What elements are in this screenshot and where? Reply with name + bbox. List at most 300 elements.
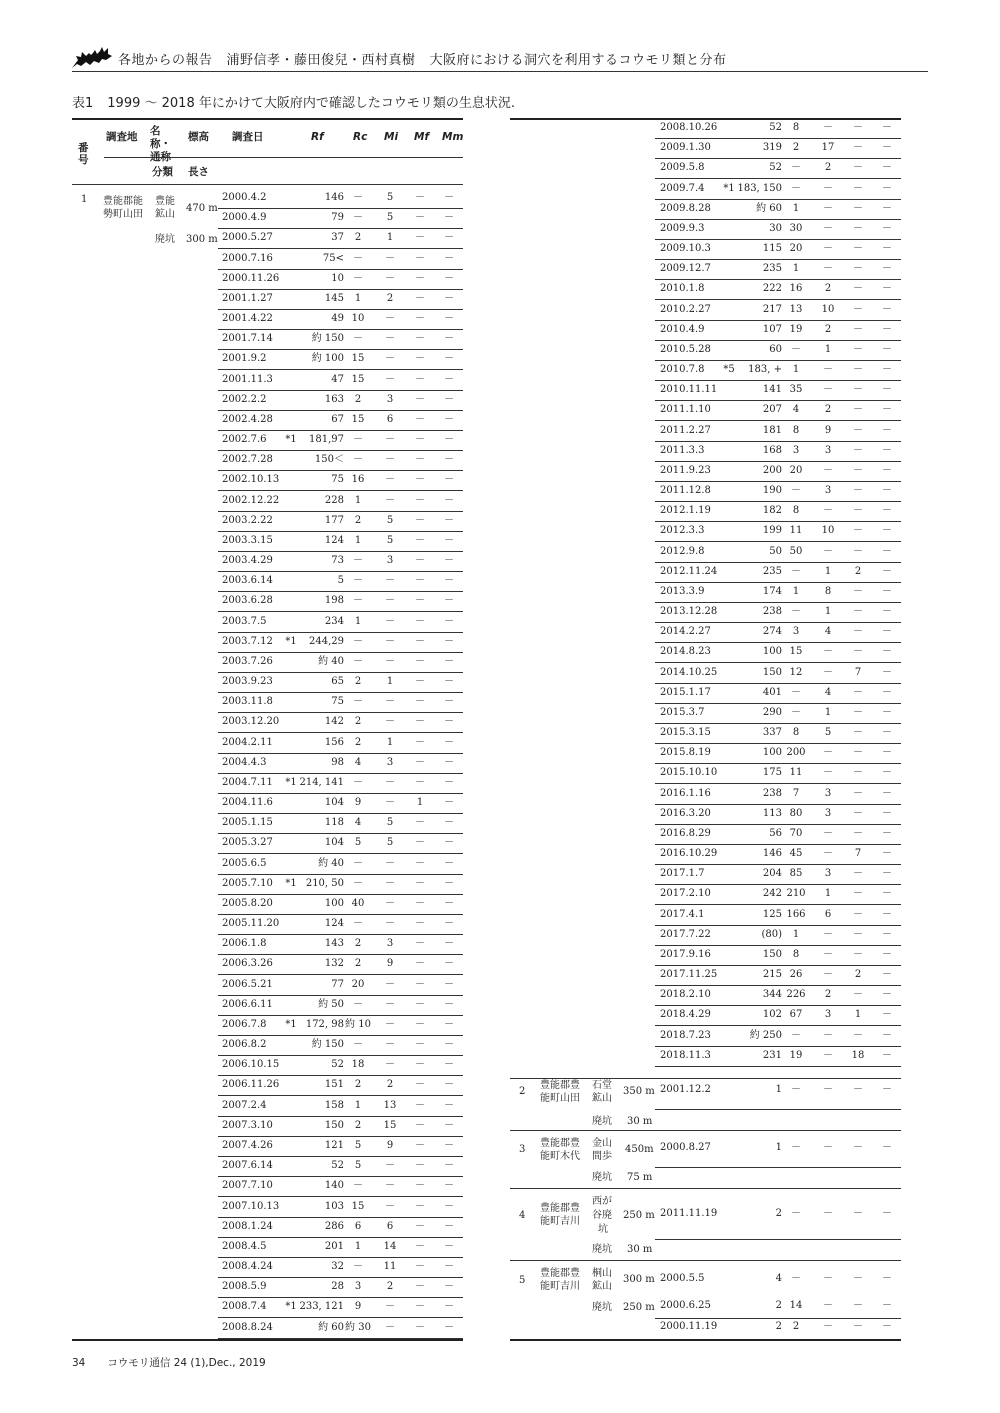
mm-count: － xyxy=(444,776,454,788)
survey-date: 2007.6.14 xyxy=(222,1160,273,1172)
mf-count: － xyxy=(415,232,425,244)
survey-date: 2002.7.28 xyxy=(222,454,273,466)
mm-count: － xyxy=(882,969,892,981)
mi-count: 2 xyxy=(824,404,832,416)
mm-count: － xyxy=(444,595,454,607)
rc-count: 1 xyxy=(354,615,362,627)
mi-count: － xyxy=(385,1180,395,1192)
mf-count: － xyxy=(415,877,425,889)
rc-count: 8 xyxy=(792,505,800,517)
rf-count: 210, 50 xyxy=(305,877,344,889)
survey-date: 2004.7.11 xyxy=(222,776,273,788)
row-rule xyxy=(655,138,901,139)
rc-count: 19 xyxy=(789,1049,803,1061)
survey-date: 2005.7.10 xyxy=(222,877,273,889)
row-rule xyxy=(655,320,901,321)
survey-date: 2000.5.27 xyxy=(222,232,273,244)
page-number: 34 xyxy=(72,1357,86,1369)
mi-count: － xyxy=(385,494,395,506)
rf-count: 52 xyxy=(331,1160,344,1172)
mf-count: － xyxy=(415,494,425,506)
survey-date: 2009.10.3 xyxy=(660,243,711,255)
note-mark: *1 xyxy=(285,1301,297,1313)
survey-date: 2017.11.25 xyxy=(660,969,718,981)
survey-date: 2011.3.3 xyxy=(660,444,705,456)
mf-count: － xyxy=(415,272,425,284)
site-no: 2 xyxy=(519,1086,526,1097)
rf-count: 235 xyxy=(762,263,782,275)
survey-date: 2014.2.27 xyxy=(660,626,711,638)
rf-count: 238 xyxy=(762,606,782,618)
mi-count: 5 xyxy=(386,192,394,203)
mf-count: － xyxy=(415,1321,425,1333)
rf-count: 401 xyxy=(762,686,782,698)
rf-count: 65 xyxy=(331,676,344,688)
survey-date: 2012.1.19 xyxy=(660,505,711,517)
journal-citation: コウモリ通信 24 (1),Dec., 2019 xyxy=(107,1357,266,1369)
rc-count: 15 xyxy=(789,646,803,658)
row-rule xyxy=(655,723,901,724)
mm-count: － xyxy=(444,1261,454,1272)
survey-date: 2006.10.15 xyxy=(222,1059,280,1071)
mi-count: 8 xyxy=(824,585,832,597)
rf-count: 204 xyxy=(762,868,782,880)
rc-count: 166 xyxy=(786,908,806,920)
mm-count: － xyxy=(882,283,892,295)
survey-date: 2016.3.20 xyxy=(660,807,711,819)
survey-date: 2005.11.20 xyxy=(222,918,280,930)
row-rule xyxy=(655,178,901,179)
rc-count: － xyxy=(791,1029,801,1041)
rf-count: 290 xyxy=(762,706,782,718)
mm-count: － xyxy=(444,897,454,909)
row-rule xyxy=(655,380,901,381)
survey-date: 2000.11.19 xyxy=(660,1321,718,1332)
rf-count: 2 xyxy=(775,1300,782,1311)
survey-date: 2002.4.28 xyxy=(222,413,273,425)
mm-count: － xyxy=(882,404,892,416)
survey-date: 2012.9.8 xyxy=(660,545,705,557)
survey-date: 2007.2.4 xyxy=(222,1099,267,1111)
mm-count: － xyxy=(882,444,892,456)
site-len: 75 m xyxy=(627,1172,653,1183)
mm-count: － xyxy=(882,666,892,678)
mf-count: － xyxy=(853,384,863,396)
mi-count: － xyxy=(385,1200,395,1212)
mi-count: － xyxy=(823,222,833,234)
site-elev: 350 m xyxy=(623,1086,655,1097)
survey-date: 2001.4.22 xyxy=(222,313,273,325)
rf-count: 約 40 xyxy=(318,655,344,667)
mm-count: － xyxy=(444,1180,454,1192)
col-header-name: 名称・通称 xyxy=(150,125,171,163)
mm-count: － xyxy=(444,413,454,425)
survey-date: 2000.4.9 xyxy=(222,212,267,224)
survey-date: 2016.10.29 xyxy=(660,848,718,860)
mi-count: － xyxy=(823,1300,833,1311)
rc-count: 85 xyxy=(789,868,803,880)
rc-count: － xyxy=(353,212,363,224)
survey-date: 2000.6.25 xyxy=(660,1300,711,1311)
site-name: 桐山 xyxy=(592,1268,612,1279)
row-rule xyxy=(655,1239,901,1240)
survey-date: 2013.3.9 xyxy=(660,585,705,597)
mm-count: － xyxy=(444,192,454,203)
rc-count: － xyxy=(353,655,363,667)
mf-count: 2 xyxy=(854,565,862,577)
mf-count: － xyxy=(853,989,863,1001)
rf-count: 146 xyxy=(324,192,344,203)
mf-count: 2 xyxy=(854,969,862,981)
mi-count: 10 xyxy=(821,525,835,537)
mf-count: － xyxy=(853,485,863,497)
mi-count: － xyxy=(385,857,395,869)
rf-count: 337 xyxy=(762,727,782,739)
site-elev: 470 m xyxy=(186,203,218,214)
mf-count: － xyxy=(853,404,863,416)
mm-count: － xyxy=(444,676,454,688)
mi-count: 5 xyxy=(386,212,394,224)
col-header-elev: 標高 xyxy=(188,131,209,143)
survey-date: 2018.2.10 xyxy=(660,989,711,1001)
mf-count: 1 xyxy=(854,1009,862,1021)
mi-count: 3 xyxy=(824,444,832,456)
rf-count: 113 xyxy=(762,807,782,819)
survey-date: 2003.12.20 xyxy=(222,716,280,728)
site-cls: 廃坑 xyxy=(592,1302,612,1313)
site-elev: 300 m xyxy=(623,1274,655,1285)
rf-count: 約 250 xyxy=(749,1029,782,1041)
rc-count: 11 xyxy=(789,525,803,537)
rc-count: － xyxy=(791,343,801,355)
rc-count: － xyxy=(791,565,801,577)
row-rule xyxy=(655,1005,901,1006)
mf-count: － xyxy=(415,998,425,1010)
mi-count: 13 xyxy=(383,1099,397,1111)
table-bottom-rule xyxy=(510,1339,901,1341)
rf-count: 217 xyxy=(762,303,782,315)
survey-date: 2009.9.3 xyxy=(660,222,705,234)
survey-date: 2008.5.9 xyxy=(222,1281,267,1293)
rc-count: 2 xyxy=(354,958,362,970)
mi-count: － xyxy=(823,848,833,860)
mi-count: － xyxy=(823,1321,833,1332)
mi-count: 2 xyxy=(824,283,832,295)
mi-count: 3 xyxy=(386,555,394,567)
mi-count: － xyxy=(823,747,833,759)
mm-count: － xyxy=(882,343,892,355)
mm-count: － xyxy=(882,727,892,739)
rc-count: 80 xyxy=(789,807,803,819)
mm-count: － xyxy=(882,767,892,779)
mf-count: － xyxy=(853,505,863,517)
mm-count: － xyxy=(882,485,892,497)
mm-count: － xyxy=(882,1029,892,1041)
survey-date: 2003.3.15 xyxy=(222,534,273,546)
mf-count: － xyxy=(853,182,863,194)
rc-count: 20 xyxy=(351,978,365,990)
mf-count: － xyxy=(415,393,425,405)
mf-count: － xyxy=(415,918,425,930)
mi-count: － xyxy=(823,767,833,779)
mi-count: － xyxy=(385,635,395,647)
mf-count: － xyxy=(415,1160,425,1172)
site-cls: 廃坑 xyxy=(592,1244,612,1255)
mi-count: － xyxy=(823,666,833,678)
row-rule xyxy=(655,743,901,744)
mf-count: － xyxy=(415,978,425,990)
rf-count: 1 xyxy=(775,1084,782,1095)
rf-count: 158 xyxy=(324,1099,344,1111)
mf-count: － xyxy=(853,1084,863,1095)
mf-count: － xyxy=(853,606,863,618)
survey-date: 2001.11.3 xyxy=(222,373,273,385)
mm-count: － xyxy=(444,1079,454,1091)
row-rule xyxy=(655,1167,901,1168)
survey-date: 2006.1.8 xyxy=(222,938,267,950)
survey-date: 2005.8.20 xyxy=(222,897,273,909)
mi-count: 3 xyxy=(824,787,832,799)
mm-count: － xyxy=(444,232,454,244)
mf-count: － xyxy=(415,655,425,667)
mi-count: 1 xyxy=(824,888,832,900)
rc-count: 2 xyxy=(792,142,800,154)
mi-count: － xyxy=(385,655,395,667)
rc-count: 1 xyxy=(792,263,800,275)
rf-count: 214, 141 xyxy=(299,776,344,788)
mm-count: － xyxy=(882,1208,892,1219)
mf-count: － xyxy=(853,747,863,759)
mm-count: － xyxy=(882,787,892,799)
rf-count: 198 xyxy=(324,595,344,607)
col-header-cls: 分類 xyxy=(152,166,173,178)
rc-count: 210 xyxy=(786,888,806,900)
survey-date: 2002.12.22 xyxy=(222,494,280,506)
rf-count: 172, 98 xyxy=(305,1018,344,1030)
mm-count: － xyxy=(444,998,454,1010)
mm-count: － xyxy=(444,252,454,264)
col-header-mi: Mi xyxy=(384,131,399,143)
mm-count: － xyxy=(882,606,892,618)
mf-count: － xyxy=(853,222,863,234)
mm-count: － xyxy=(444,817,454,829)
row-rule xyxy=(655,804,901,805)
rc-count: 2 xyxy=(354,676,362,688)
rc-count: 1 xyxy=(354,292,362,304)
mi-count: － xyxy=(385,1039,395,1051)
rf-count: 156 xyxy=(324,736,344,748)
survey-date: 2010.7.8 xyxy=(660,364,705,376)
mf-count: － xyxy=(853,1208,863,1219)
rf-count: 77 xyxy=(331,978,344,990)
mm-count: － xyxy=(444,393,454,405)
mf-count: － xyxy=(415,857,425,869)
site-place: 豊能郡豊 xyxy=(540,1203,580,1214)
rf-count: 52 xyxy=(769,162,782,174)
row-rule xyxy=(655,683,901,684)
survey-date: 2006.5.21 xyxy=(222,978,273,990)
mi-count: － xyxy=(823,969,833,981)
mm-count: － xyxy=(882,424,892,436)
survey-date: 2004.4.3 xyxy=(222,756,267,768)
mi-count: 4 xyxy=(824,626,832,638)
rf-count: 142 xyxy=(324,716,344,728)
mm-count: － xyxy=(882,948,892,960)
col-header-mm: Mm xyxy=(442,131,464,143)
mi-count: 9 xyxy=(386,1139,394,1151)
mf-count: － xyxy=(853,1321,863,1332)
mf-count: － xyxy=(853,626,863,638)
rf-count: 30 xyxy=(769,222,782,234)
mm-count: － xyxy=(882,686,892,698)
caption-text: 1999 ～ 2018 年にかけて大阪府内で確認したコウモリ類の生息状況. xyxy=(107,96,515,111)
rc-count: 2 xyxy=(354,736,362,748)
survey-date: 2007.4.26 xyxy=(222,1139,273,1151)
rc-count: － xyxy=(791,606,801,618)
rf-count: 125 xyxy=(762,908,782,920)
mm-count: － xyxy=(882,989,892,1001)
row-rule xyxy=(655,642,901,643)
row-rule xyxy=(655,703,901,704)
row-rule xyxy=(655,158,901,159)
row-rule xyxy=(655,985,901,986)
survey-date: 2017.2.10 xyxy=(660,888,711,900)
rc-count: 1 xyxy=(354,1099,362,1111)
rf-count: 49 xyxy=(331,313,344,325)
survey-date: 2006.6.11 xyxy=(222,998,273,1010)
rc-count: 6 xyxy=(354,1220,362,1232)
row-rule xyxy=(655,481,901,482)
rf-count: 52 xyxy=(331,1059,344,1071)
survey-date: 2002.7.6 xyxy=(222,434,267,446)
rc-count: － xyxy=(353,635,363,647)
mf-count: － xyxy=(853,162,863,174)
mf-count: － xyxy=(415,192,425,203)
mm-count: － xyxy=(444,514,454,526)
rf-count: 143 xyxy=(324,938,344,950)
rf-count: 183, + xyxy=(748,364,782,376)
rc-count: 15 xyxy=(351,353,365,365)
mm-count: － xyxy=(444,333,454,345)
mi-count: － xyxy=(385,1160,395,1172)
mi-count: 2 xyxy=(386,292,394,304)
survey-date: 2018.11.3 xyxy=(660,1049,711,1061)
survey-date: 2017.1.7 xyxy=(660,868,705,880)
col-header-place: 調査地 xyxy=(106,131,138,143)
site-cls: 廃坑 xyxy=(155,234,175,245)
mf-count: － xyxy=(853,807,863,819)
rf-count: 163 xyxy=(324,393,344,405)
rc-count: 5 xyxy=(354,1139,362,1151)
mm-count: － xyxy=(444,272,454,284)
site-len: 30 m xyxy=(627,1116,653,1127)
row-rule xyxy=(655,279,901,280)
rf-count: 146 xyxy=(762,848,782,860)
mf-count: － xyxy=(415,212,425,224)
rf-count: 238 xyxy=(762,787,782,799)
mm-count: － xyxy=(882,222,892,234)
rf-count: 118 xyxy=(324,817,344,829)
mf-count: － xyxy=(853,888,863,900)
mm-count: － xyxy=(882,1300,892,1311)
rf-count: 2 xyxy=(775,1208,782,1219)
rc-count: 45 xyxy=(789,848,803,860)
rc-count: 20 xyxy=(789,243,803,255)
rc-count: － xyxy=(353,1180,363,1192)
mm-count: － xyxy=(444,534,454,546)
site-separator xyxy=(510,1260,901,1261)
mm-count: － xyxy=(444,292,454,304)
mf-count: － xyxy=(853,1029,863,1041)
rf-count: 10 xyxy=(331,272,344,284)
mf-count: － xyxy=(853,1273,863,1284)
mi-count: － xyxy=(823,545,833,557)
mi-count: 6 xyxy=(386,413,394,425)
mf-count: － xyxy=(415,1261,425,1272)
mf-count: － xyxy=(853,545,863,557)
mm-count: － xyxy=(444,615,454,627)
site-no: 1 xyxy=(81,194,88,205)
survey-date: 2010.5.28 xyxy=(660,343,711,355)
mm-count: － xyxy=(444,958,454,970)
note-mark: *1 xyxy=(285,1018,297,1030)
rf-count: 32 xyxy=(331,1261,344,1272)
rc-count: 15 xyxy=(351,373,365,385)
survey-date: 2007.3.10 xyxy=(222,1119,273,1131)
mm-count: － xyxy=(882,1009,892,1021)
note-mark: *1 xyxy=(285,635,297,647)
rf-count: 124 xyxy=(324,534,344,546)
site-cls: 廃坑 xyxy=(592,1116,612,1127)
header-authors: 浦野信孝・藤田俊兒・西村真樹 xyxy=(226,53,416,68)
row-rule xyxy=(655,1109,901,1110)
site-separator xyxy=(510,1078,901,1079)
survey-date: 2014.8.23 xyxy=(660,646,711,658)
mi-count: － xyxy=(823,464,833,476)
rc-count: 1 xyxy=(354,1240,362,1252)
mm-count: － xyxy=(444,1281,454,1293)
mf-count: － xyxy=(415,595,425,607)
rc-count: 9 xyxy=(354,797,362,809)
rc-count: － xyxy=(791,1142,801,1153)
rc-count: － xyxy=(353,918,363,930)
rf-count: 168 xyxy=(762,444,782,456)
mf-count: － xyxy=(415,1240,425,1252)
rc-count: 7 xyxy=(792,787,800,799)
mm-count: － xyxy=(444,1039,454,1051)
row-rule xyxy=(655,521,901,522)
row-rule xyxy=(655,340,901,341)
mf-count: － xyxy=(415,1281,425,1293)
survey-date: 2006.7.8 xyxy=(222,1018,267,1030)
row-rule xyxy=(655,299,901,300)
rc-count: － xyxy=(353,776,363,788)
mf-count: － xyxy=(853,686,863,698)
row-rule xyxy=(655,783,901,784)
mm-count: － xyxy=(444,938,454,950)
mm-count: － xyxy=(882,202,892,214)
site-name: 鉱山 xyxy=(155,209,175,220)
mm-count: － xyxy=(444,918,454,930)
note-mark: *1 xyxy=(285,877,297,889)
mm-count: － xyxy=(882,384,892,396)
mi-count: 1 xyxy=(386,736,394,748)
mi-count: － xyxy=(823,827,833,839)
rf-count: 102 xyxy=(762,1009,782,1021)
mm-count: － xyxy=(882,848,892,860)
mf-count: － xyxy=(415,555,425,567)
mi-count: 5 xyxy=(386,817,394,829)
